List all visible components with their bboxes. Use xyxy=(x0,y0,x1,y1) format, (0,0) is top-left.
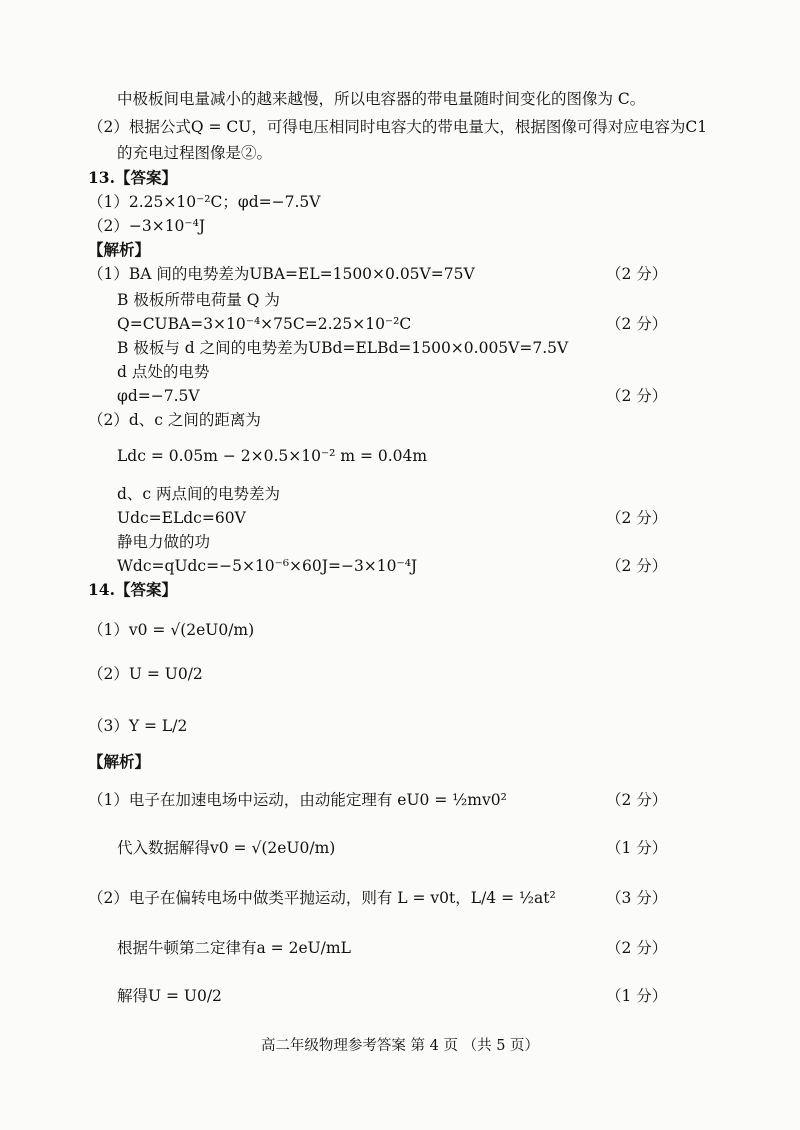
q13-step-7: （2）d、c 之间的距离为 xyxy=(88,411,261,429)
q13-step-6: φd=−7.5V xyxy=(117,387,200,405)
q14-title: 14.【答案】 xyxy=(88,580,177,599)
q14-score-4: （2 分） xyxy=(606,939,668,957)
q13-step-9: d、c 两点间的电势差为 xyxy=(117,485,281,503)
q14-score-5: （1 分） xyxy=(606,987,668,1005)
q14-step-1: （1）电子在加速电场中运动，由动能定理有 eU0 = ½mv0² xyxy=(88,791,507,809)
q13-score-3: （2 分） xyxy=(606,315,668,333)
q13-step-4: B 极板与 d 之间的电势差为UBd=ELBd=1500×0.005V=7.5V xyxy=(117,339,569,357)
q13-score-10: （2 分） xyxy=(606,509,668,527)
q13-score-1: （2 分） xyxy=(606,265,668,283)
q14-score-1: （2 分） xyxy=(606,791,668,809)
q13-step-1: （1）BA 间的电势差为UBA=EL=1500×0.05V=75V xyxy=(88,265,475,283)
q13-answer-1: （1）2.25×10⁻²C；φd=−7.5V xyxy=(88,193,321,211)
q13-step-3: Q=CUBA=3×10⁻⁴×75C=2.25×10⁻²C xyxy=(117,315,412,333)
q13-step-12: Wdc=qUdc=−5×10⁻⁶×60J=−3×10⁻⁴J xyxy=(117,557,418,575)
q14-answer-1: （1）v0 = √(2eU0/m) xyxy=(88,621,255,639)
q13-answer-2: （2）−3×10⁻⁴J xyxy=(88,217,206,235)
q14-step-2: 代入数据解得v0 = √(2eU0/m) xyxy=(117,839,336,857)
intro-line-3: 的充电过程图像是②。 xyxy=(117,144,273,162)
q13-step-11: 静电力做的功 xyxy=(117,533,211,551)
intro-line-1: 中极板间电量减小的越来越慢，所以电容器的带电量随时间变化的图像为 C。 xyxy=(117,90,646,108)
q14-analysis-heading: 【解析】 xyxy=(88,752,151,771)
intro-line-2: （2）根据公式Q = CU，可得电压相同时电容大的带电量大，根据图像可得对应电容为C1 xyxy=(88,118,708,136)
page-footer: 高二年级物理参考答案 第 4 页 （共 5 页） xyxy=(260,1038,540,1054)
q13-title: 13.【答案】 xyxy=(88,168,177,187)
q13-analysis-heading: 【解析】 xyxy=(88,240,151,259)
q13-step-2: B 极板所带电荷量 Q 为 xyxy=(117,291,280,309)
q14-step-5: 解得U = U0/2 xyxy=(117,987,222,1005)
q14-answer-3: （3）Y = L/2 xyxy=(88,717,188,735)
q13-score-6: （2 分） xyxy=(606,387,668,405)
q13-score-12: （2 分） xyxy=(606,557,668,575)
q13-step-8: Ldc = 0.05m − 2×0.5×10⁻² m = 0.04m xyxy=(117,447,428,465)
q14-score-3: （3 分） xyxy=(606,889,668,907)
q13-step-10: Udc=ELdc=60V xyxy=(117,509,246,527)
q14-answer-2: （2）U = U0/2 xyxy=(88,665,203,683)
q14-step-4: 根据牛顿第二定律有a = 2eU/mL xyxy=(117,939,351,957)
q14-step-3: （2）电子在偏转电场中做类平抛运动，则有 L = v0t，L/4 = ½at² xyxy=(88,889,556,907)
q13-step-5: d 点处的电势 xyxy=(117,363,210,381)
q14-score-2: （1 分） xyxy=(606,839,668,857)
